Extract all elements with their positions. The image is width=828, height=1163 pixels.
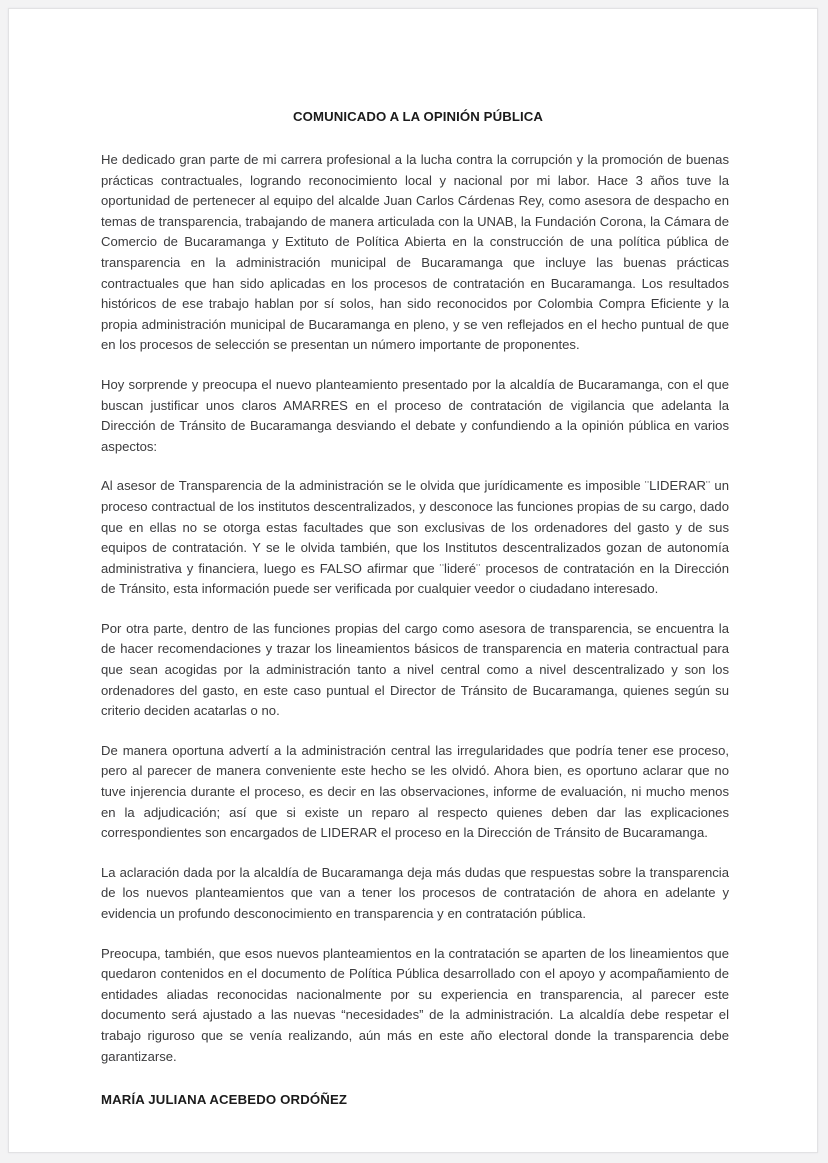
paragraph-6: La aclaración dada por la alcaldía de Bucaramanga deja más dudas que respuestas sobre la transparencia de los nuevos planteamientos que van a tener los procesos de contratación de ahora en adelante y evidencia un profundo desconocimiento en transparencia y en contratación pública. — [101, 864, 729, 921]
paragraph-4: Por otra parte, dentro de las funciones propias del cargo como asesora de transparencia, se encuentra la de hacer recomendaciones y trazar los lineamientos básicos de transparencia en materia contractual para que sean acogidas por la administración tanto a nivel central como a nivel descentralizado y son los ordenadores del gasto, en este caso puntual el Director de Tránsito de Bucaramanga, quienes según su criterio deciden acatarlas o no. — [101, 620, 729, 719]
paragraph-1: He dedicado gran parte de mi carrera profesional a la lucha contra la corrupción y la promoción de buenas prácticas contractuales, logrando reconocimiento local y nacional por mi labor. Hace 3 años tuve la oportunidad de pertenecer al equipo del alcalde Juan Carlos Cárdenas Rey, como asesora de despacho en temas de transparencia, trabajando de manera articulada con la UNAB, la Fundación Corona, la Cámara de Comercio de Bucaramanga y Extituto de Política Abierta en la construcción de una política pública de transparencia en la administración municipal de Bucaramanga que incluye las buenas prácticas contractuales que han sido aplicadas en los procesos de contratación en Bucaramanga. Los resultados históricos de ese trabajo hablan por sí solos, han sido reconocidos por Colombia Compra Eficiente y la propia administración municipal de Bucaramanga en pleno, y se ven reflejados en el hecho puntual de que en los procesos de selección se presentan un número importante de proponentes. — [101, 152, 729, 353]
signature-name: MARÍA JULIANA ACEBEDO ORDÓÑEZ — [101, 1092, 348, 1108]
page-title: COMUNICADO A LA OPINIÓN PÚBLICA — [293, 109, 543, 124]
document-body — [101, 109, 729, 1109]
paragraph-3: Al asesor de Transparencia de la administración se le olvida que jurídicamente es imposible ¨LIDERAR¨ un proceso contractual de los institutos descentralizados, y desconoce las funciones propias de su cargo, dado que en ellas no se otorga estas facultades que son exclusivas de los ordenadores del gasto y de sus equipos de contratación. Y se le olvida también, que los Institutos descentralizados gozan de autonomía administrativa y financiera, luego es FALSO afirmar que ¨lideré¨ procesos de contratación en la Dirección de Tránsito, esta información puede ser verificada por cualquier veedor o ciudadano interesado. — [101, 478, 729, 597]
paragraph-7: Preocupa, también, que esos nuevos planteamientos en la contratación se aparten de los lineamientos que quedaron contenidos en el documento de Política Pública desarrollado con el apoyo y acompañamiento de entidades aliadas reconocidas nacionalmente por su experiencia en transparencia, al parecer este documento será ajustado a las nuevas “necesidades” de la administración. La alcaldía debe respetar el trabajo riguroso que se venía realizando, aún más en este año electoral donde la transparencia debe garantizarse. — [101, 945, 729, 1064]
document-page — [8, 8, 818, 1153]
paragraph-5: De manera oportuna advertí a la administración central las irregularidades que podría tener ese proceso, pero al parecer de manera conveniente este hecho se les olvidó. Ahora bien, es oportuno aclarar que no tuve injerencia durante el proceso, es decir en las observaciones, informe de evaluación, ni mucho menos en la adjudicación; así que si existe un reparo al respecto quienes deben dar las explicaciones correspondientes son encargados de LIDERAR el proceso en la Dirección de Tránsito de Bucaramanga. — [101, 742, 729, 841]
paragraph-2: Hoy sorprende y preocupa el nuevo planteamiento presentado por la alcaldía de Bucaramanga, con el que buscan justificar unos claros AMARRES en el proceso de contratación de vigilancia que adelanta la Dirección de Tránsito de Bucaramanga desviando el debate y confundiendo a la opinión pública en varios aspectos: — [101, 376, 729, 454]
